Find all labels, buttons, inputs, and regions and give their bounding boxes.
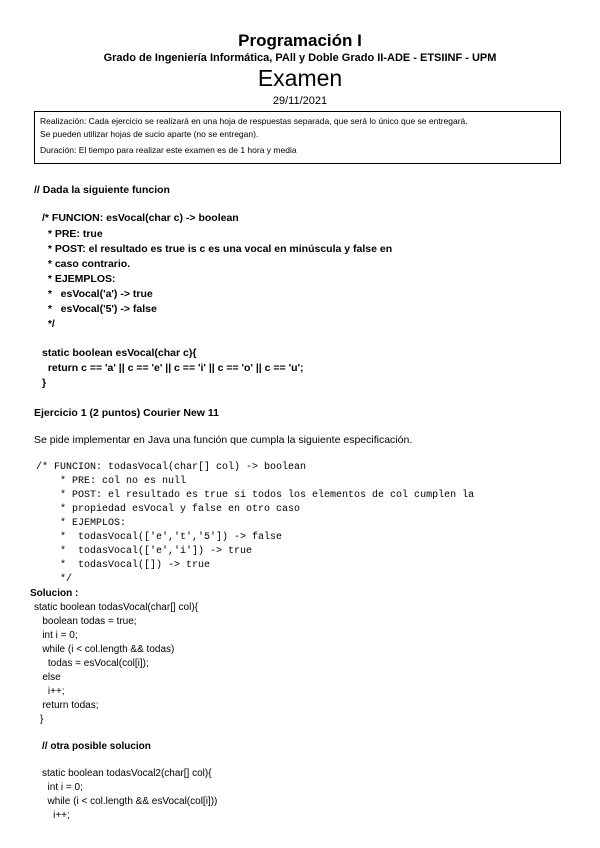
solution-line: i++; — [34, 686, 65, 697]
solution-line: todas = esVocal(col[i]); — [34, 658, 149, 669]
intro-comment: // Dada la siguiente funcion — [34, 184, 170, 196]
intro-doc-line: * PRE: true — [42, 228, 103, 240]
solution-label: Solucion : — [30, 588, 79, 599]
alt-solution-comment: // otra posible solucion — [42, 741, 151, 752]
spec-line: * todasVocal(['e','t','5']) -> false — [36, 532, 283, 543]
duracion-label: Duración: — [40, 145, 77, 155]
spec-line: * PRE: col no es null — [36, 476, 187, 487]
duracion-paragraph — [40, 144, 555, 157]
duracion-text: El tiempo para realizar este examen es de 1 hora y media — [76, 145, 297, 155]
intro-func-line: return c == 'a' || c == 'e' || c == 'i' || c == 'o' || c == 'u'; — [42, 362, 304, 374]
exercise-statement: Se pide implementar en Java una función que cumpla la siguiente especificación. — [34, 434, 413, 446]
alt-solution-line: i++; — [42, 810, 70, 821]
intro-doc-line: * POST: el resultado es true is c es una vocal en minúscula y false en — [42, 243, 393, 255]
intro-doc-line: /* FUNCION: esVocal(char c) -> boolean — [42, 212, 239, 224]
solution-line: } — [40, 714, 44, 725]
solution-line: static boolean todasVocal(char[] col){ — [34, 602, 198, 613]
spec-line: * EJEMPLOS: — [36, 518, 127, 529]
spec-line: /* FUNCION: todasVocal(char[] col) -> boolean — [36, 462, 307, 473]
realizacion-paragraph — [40, 115, 555, 128]
solution-line: int i = 0; — [34, 630, 78, 641]
spec-line: * todasVocal([]) -> true — [36, 560, 211, 571]
realizacion-label: Realización: — [40, 116, 87, 126]
intro-func-line: } — [42, 377, 47, 389]
realizacion-text: Cada ejercicio se realizará en una hoja de respuestas separada, que será lo único que se entregará. — [86, 116, 468, 126]
intro-doc-line: * esVocal('5') -> false — [42, 303, 157, 315]
exam-date: 29/11/2021 — [272, 95, 328, 107]
exam-heading: Examen — [257, 65, 343, 91]
realizacion-text-2: Se pueden utilizar hojas de sucio aparte (no se entregan). — [40, 129, 259, 139]
solution-line: boolean todas = true; — [34, 616, 137, 627]
intro-doc-line: * caso contrario. — [42, 258, 131, 270]
alt-solution-line: while (i < col.length && esVocal(col[i])) — [42, 796, 218, 807]
spec-line: * todasVocal(['e','i']) -> true — [36, 546, 253, 557]
spec-line: */ — [36, 574, 73, 585]
solution-line: else — [34, 672, 61, 683]
intro-doc-line: * EJEMPLOS: — [42, 273, 116, 285]
solution-line: return todas; — [34, 700, 99, 711]
solution-line: while (i < col.length && todas) — [34, 644, 175, 655]
alt-solution-line: static boolean todasVocal2(char[] col){ — [42, 768, 212, 779]
instructions-box — [34, 111, 561, 164]
intro-doc-line: */ — [42, 318, 55, 330]
exercise-heading: Ejercicio 1 (2 puntos) Courier New 11 — [34, 407, 219, 419]
spec-line: * propiedad esVocal y false en otro caso — [36, 504, 301, 515]
intro-doc-line: * esVocal('a') -> true — [42, 288, 153, 300]
alt-solution-line: int i = 0; — [42, 782, 83, 793]
intro-func-line: static boolean esVocal(char c){ — [42, 347, 197, 359]
document-subtitle: Grado de Ingeniería Informática, PAll y Doble Grado II-ADE - ETSIINF - UPM — [103, 52, 497, 64]
document-title: Programación I — [238, 31, 362, 50]
spec-line: * POST: el resultado es true si todos los elementos de col cumplen la — [36, 490, 475, 501]
